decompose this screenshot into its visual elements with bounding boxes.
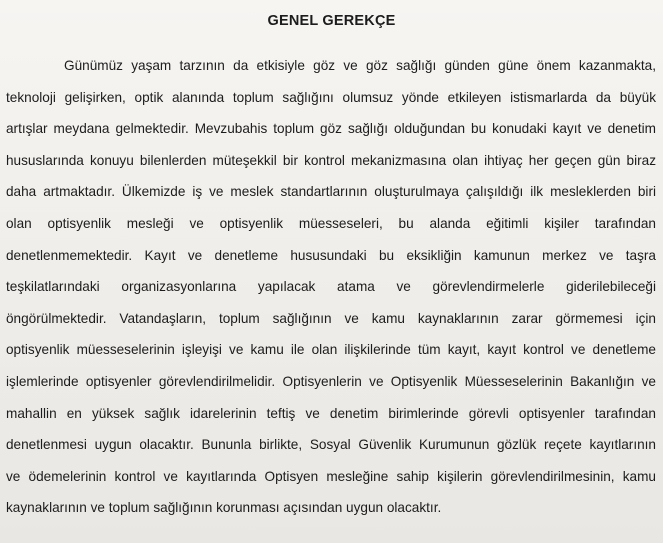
paragraph-line: Günümüz yaşam tarzının da etkisiyle göz ve göz sağlığı günden güne önem kazanmakta, [64, 58, 656, 73]
paragraph-line: teşkilatlarındaki organizasyonlarına yapılacak atama ve görevlendirmelerle giderilebileceği [6, 279, 656, 295]
paragraph-line: hususlarında konuyu bilenlerden müteşekkil bir kontrol mekanizmasına olan ihtiyaç her geçen gün biraz [6, 152, 656, 168]
paragraph-line: daha artmaktadır. Ülkemizde iş ve meslek standartlarının oluşturulmaya çalışıldığı ilk mesleklerden biri [6, 184, 656, 200]
paragraph-line: mahallin en yüksek sağlık idarelerinin teftiş ve denetim birimlerinde görevli optisyenler tarafından [6, 405, 656, 421]
paragraph-line: optisyenlik müesseselerinin işleyişi ve kamu ile olan ilişkilerinde tüm kayıt, kayıt kontrol ve denetleme [6, 342, 656, 358]
paragraph-line: işlemlerinde optisyenler görevlendirilmelidir. Optisyenlerin ve Optisyenlik Müesseselerinin Bakanlığın ve [6, 374, 656, 389]
document-title: GENEL GEREKÇE [267, 13, 396, 29]
paragraph-line: kaynaklarının ve toplum sağlığının korunması açısından uygun olacaktır. [6, 500, 442, 516]
paragraph-line: olan optisyenlik mesleği ve optisyenlik müesseseleri, bu alanda eğitimli kişiler tarafından [6, 216, 656, 231]
paragraph-line: denetlenmesi uygun olacaktır. Bununla birlikte, Sosyal Güvenlik Kurumunun gözlük reçete kayıtlarının [6, 437, 656, 453]
paragraph-line: ve ödemelerinin kontrol ve kayıtlarında Optisyen mesleğine sahip kişilerin görevlendirilmesinin, kamu [6, 468, 656, 484]
paragraph-line: artışlar meydana gelmektedir. Mevzubahis toplum göz sağlığı olduğundan bu konudaki kayıt ve denetim [6, 121, 656, 137]
paragraph-line: teknoloji gelişirken, optik alanında toplum sağlığını olumsuz yönde etkileyen istismarlarda da büyük [6, 89, 656, 105]
paragraph-line: denetlenmemektedir. Kayıt ve denetleme hususundaki bu eksikliğin kamunun merkez ve taşra [6, 247, 656, 263]
paragraph-line: öngörülmektedir. Vatandaşların, toplum sağlığının ve kamu kaynaklarının zarar görmemesi için [6, 310, 656, 326]
